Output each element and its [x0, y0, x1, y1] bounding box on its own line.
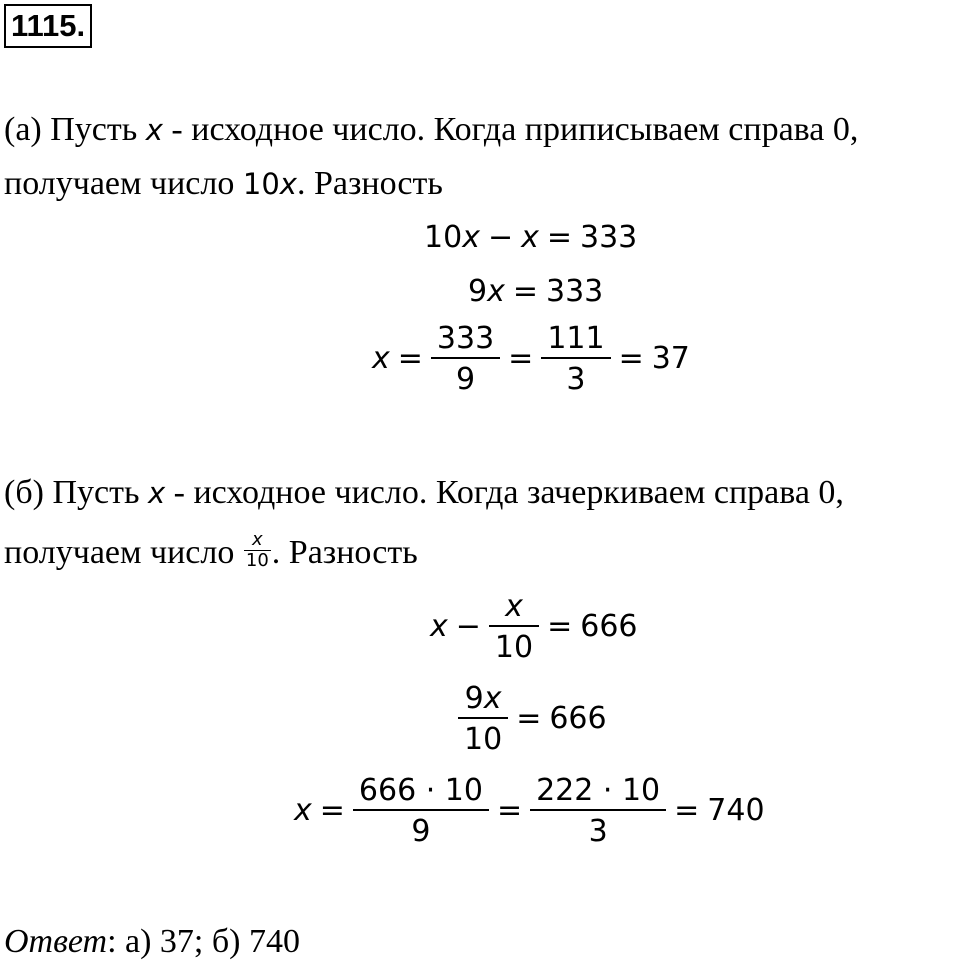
eq-operator: =: [547, 609, 573, 644]
fraction-numerator: 333: [436, 321, 495, 356]
eq-var: x: [487, 274, 505, 309]
eq-operator: =: [319, 793, 345, 828]
eq-result: 740: [707, 793, 765, 828]
eq-result: 37: [651, 341, 690, 376]
part-a-equation-1: [424, 218, 637, 258]
eq-var: x: [430, 609, 448, 644]
eq-operator: =: [508, 341, 534, 376]
task-number: 1115.: [4, 4, 92, 48]
eq-operator: =: [496, 793, 523, 828]
eq-term: 10: [424, 220, 463, 255]
part-b-line-1-prefix: (б) Пусть: [4, 474, 148, 511]
part-a-line-1-prefix: (а) Пусть: [4, 111, 146, 148]
eq-term: 9: [468, 274, 488, 309]
part-b-equation-2: [458, 682, 607, 756]
part-b-variable: x: [147, 476, 166, 510]
answer-text: : а) 37; б) 740: [107, 923, 300, 960]
fraction-denominator: 10: [489, 625, 539, 664]
fraction-numerator: x: [252, 529, 263, 551]
part-a-line-2-suffix: . Разность: [296, 165, 443, 202]
inline-fraction: [244, 531, 271, 571]
eq-operator: =: [516, 701, 542, 736]
fraction-denominator: 10: [245, 550, 269, 572]
part-b-line-1-suffix: - исходное число. Когда зачеркиваем справа 0,: [165, 474, 844, 511]
eq-operator: =: [618, 341, 644, 376]
fraction: [458, 682, 508, 756]
part-b-equation-1: [430, 590, 638, 664]
part-a-equation-3: [372, 322, 690, 396]
fraction: [353, 774, 489, 848]
fraction-numerator: 222 · 10: [536, 773, 661, 808]
fraction-denominator: 3: [530, 809, 666, 848]
fraction-denominator: 9: [431, 357, 500, 396]
eq-operator: −: [455, 609, 481, 644]
fraction-numerator: x: [505, 589, 523, 624]
part-a-expr-coef: 10: [242, 167, 280, 201]
eq-operator: =: [397, 341, 423, 376]
eq-operator: −: [487, 220, 514, 255]
fraction-var: x: [483, 681, 502, 716]
eq-var: x: [462, 220, 480, 255]
eq-result: 333: [580, 220, 638, 255]
part-a-line-2-prefix: получаем число: [4, 165, 243, 202]
fraction: [541, 322, 610, 396]
answer-line: [4, 922, 300, 962]
eq-var: x: [521, 220, 539, 255]
eq-operator: =: [674, 793, 700, 828]
fraction: [530, 774, 666, 848]
eq-operator: =: [546, 220, 572, 255]
part-b-line-2: [4, 529, 418, 575]
fraction-numerator: 111: [547, 321, 605, 356]
fraction-coef: 9: [464, 681, 484, 716]
part-b-line-2-prefix: получаем число: [4, 534, 243, 571]
eq-var: x: [372, 341, 390, 376]
eq-var: x: [294, 793, 312, 828]
part-b-equation-3: [294, 774, 765, 848]
part-a-line-1-suffix: - исходное число. Когда приписываем справа 0,: [162, 111, 859, 148]
eq-result: 333: [546, 274, 604, 309]
part-a-equation-2: [468, 272, 603, 312]
fraction-denominator: 10: [458, 717, 508, 756]
part-a-line-2: [4, 164, 443, 204]
fraction-numerator: [459, 682, 508, 717]
eq-result: 666: [580, 609, 638, 644]
part-a-expr-var: x: [279, 167, 297, 201]
fraction-numerator: 666 · 10: [358, 773, 483, 808]
part-b-line-1: [4, 473, 844, 513]
part-b-line-2-suffix: . Разность: [271, 534, 418, 571]
answer-label: Ответ: [4, 923, 108, 960]
fraction: [431, 322, 500, 396]
fraction-denominator: 3: [541, 357, 610, 396]
eq-operator: =: [512, 274, 538, 309]
fraction-denominator: 9: [353, 809, 489, 848]
fraction: [489, 590, 539, 664]
part-a-variable: x: [145, 113, 163, 147]
eq-result: 666: [549, 701, 607, 736]
part-a-line-1: [4, 110, 858, 150]
